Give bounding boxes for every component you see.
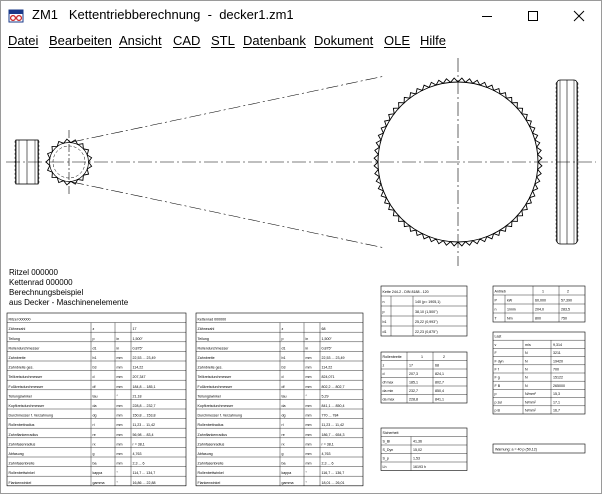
table-kettenrad-row-value: 770 ... 784: [321, 413, 339, 418]
table-ritzel-row-symbol: da: [92, 404, 97, 408]
note-beispiel: Berechnungsbeispiel: [9, 288, 84, 297]
table-ritzel-row-symbol: b1: [92, 356, 97, 360]
table-last-row-label: F g: [494, 375, 500, 380]
table-antrieb-col1: 1: [542, 289, 544, 294]
table-rollenbreite-row-label: df max: [382, 380, 394, 385]
table-kettenrad-row-value: 68: [321, 327, 326, 332]
table-ritzel-row-unit: mm: [116, 404, 123, 408]
table-kette-row-label: b1: [382, 320, 387, 324]
table-kettenrad-row-value: 186,7 ... 654,3: [321, 432, 345, 437]
table-rollenbreite-row-label: da min: [382, 389, 394, 393]
table-last-row-label: F B: [494, 383, 501, 388]
table-sicherheit-row-value: 41,36: [413, 439, 422, 444]
table-kettenrad-row-label: Teilungswinkel: [197, 394, 221, 399]
table-antrieb-row-v1: 800: [535, 316, 541, 321]
table-kettenrad-row-value: 4,763: [321, 452, 331, 456]
table-kettenrad-row-label: Rollenbettwinkel: [197, 471, 224, 476]
table-kettenrad-row-label: Zahnfasenradius: [197, 442, 225, 447]
table-kettenrad-row-label: Teilung: [197, 336, 209, 341]
warning-text: Warnung: a = 40 p (50,12): [495, 447, 537, 452]
table-last-row-value: 17,1: [553, 400, 560, 405]
table-antrieb-row-v2: 283,5: [561, 307, 570, 312]
table-last-row-value: 700: [553, 367, 559, 372]
table-kettenrad-row-unit: mm: [305, 365, 312, 370]
table-ritzel-row-unit: mm: [116, 365, 123, 370]
table-ritzel-row-unit: mm: [116, 413, 123, 418]
table-kettenrad-row-value: 841,1 ... 850,4: [321, 404, 345, 408]
table-ritzel-row-label: Durchmesser f. Verzahnung: [8, 413, 54, 418]
table-sicherheit-row-label: Lh: [382, 465, 387, 469]
table-last-row-unit: N/mm²: [525, 400, 536, 405]
note-quelle: aus Decker - Maschinenelemente: [9, 298, 129, 307]
table-sicherheit-row-value: 16193 h: [413, 465, 426, 469]
table-ritzel-row-label: Zahnbreite: [8, 356, 26, 360]
table-last-row-label: F f: [494, 367, 499, 372]
table-last-row-label: F dyn: [494, 359, 504, 364]
table-ritzel-row-symbol: d1: [92, 346, 97, 351]
table-ritzel-row-symbol: dg: [92, 413, 97, 418]
table-rollenbreite-row-v1: 232,7: [409, 389, 418, 393]
table-kettenrad-row-symbol: kappa: [281, 471, 292, 476]
minimize-icon: [481, 10, 493, 22]
table-last-row-unit: N: [525, 375, 528, 380]
table-last-row-value: 15,3: [553, 392, 560, 397]
table-kettenrad-row-label: Durchmesser f. Verzahnung: [197, 413, 243, 418]
table-kettenrad-row-symbol: df: [281, 384, 285, 389]
table-ritzel-header: Ritzel 000000: [8, 317, 31, 322]
table-last-row-value: 15122: [553, 375, 563, 380]
table-ritzel-row-label: Abfasung: [8, 452, 24, 456]
table-kette-row-value: 38,10 (1,500"): [415, 310, 438, 314]
table-last-row-unit: N/mm²: [525, 408, 536, 413]
table-kettenrad-row-unit: mm: [305, 404, 312, 408]
table-ritzel-row-symbol: re: [92, 432, 96, 437]
table-kettenrad-row-label: Abfasung: [197, 452, 213, 456]
table-rollenbreite-row-label: da max: [382, 397, 395, 402]
table-kettenrad-row-symbol: rx: [281, 442, 285, 447]
table-ritzel-row-value: 2,3 ... 6: [132, 461, 145, 466]
table-kettenrad-row-unit: in: [305, 336, 309, 341]
table-ritzel-row-label: Zahnflankenradius: [8, 432, 39, 437]
table-ritzel-row-unit: mm: [116, 423, 123, 428]
table-ritzel-row-label: Teilung: [8, 336, 20, 341]
table-ritzel-row-symbol: tau: [92, 394, 98, 399]
table-ritzel-row-value: 21,18: [132, 394, 142, 399]
table-ritzel-row-value: 184,8 ... 185,1: [132, 384, 156, 389]
table-kettenrad-row-unit: °: [305, 480, 307, 485]
table-ritzel-row-label: Fußkreisdurchmesser: [8, 384, 44, 389]
table-ritzel-row-unit: °: [116, 394, 118, 399]
table-kettenrad-row-value: 11,23 ... 11,42: [321, 423, 344, 428]
table-last-row-value: 3211: [553, 351, 561, 356]
table-kettenrad-row-symbol: g: [281, 452, 284, 456]
table-ritzel-row-value: 22,53 ... 23,49: [132, 356, 156, 360]
table-kettenrad-row-value: 802,2 ... 802,7: [321, 384, 345, 389]
table-kettenrad-row-label: Zahnbreite ges.: [197, 365, 223, 370]
table-ritzel-row-symbol: b3: [92, 365, 97, 370]
table-ritzel-row-value: 11,23 ... 11,42: [132, 423, 155, 428]
table-ritzel-row-value: 114,22: [132, 365, 144, 370]
table-kettenrad-row-unit: mm: [305, 442, 312, 447]
table-kettenrad-row-value: 1,500": [321, 336, 332, 341]
table-rollenbreite-row-v1: 228,8: [409, 397, 418, 402]
table-ritzel-row-unit: mm: [116, 356, 123, 360]
table-kettenrad-row-value: 824,071: [321, 375, 335, 380]
table-rollenbreite-row-label: z: [382, 363, 385, 368]
table-ritzel-row-symbol: p: [92, 336, 95, 341]
table-kettenrad-row-label: Zahnfasenbreite: [197, 461, 224, 466]
table-last-row-label: p B: [494, 408, 500, 413]
table-last-header: Last: [494, 334, 502, 339]
table-antrieb-row-v1: 60,000: [535, 298, 546, 303]
table-kette-row-label: p: [382, 310, 385, 314]
table-ritzel-row-value: 56,98 ... 83,4: [132, 432, 154, 437]
table-rollenbreite-row-v2: 802,7: [435, 380, 444, 385]
table-kettenrad-row-unit: mm: [305, 423, 312, 428]
table-kettenrad-row-label: Rollenbettradius: [197, 423, 224, 428]
table-kettenrad-row-unit: mm: [305, 413, 312, 418]
table-kettenrad-row-symbol: z: [281, 327, 284, 332]
table-sicherheit-row-value: 15,02: [413, 448, 422, 452]
table-last-row-label: F: [494, 351, 497, 356]
table-kettenrad-row-value: r = 38,1: [321, 442, 334, 447]
table-antrieb-col2: 2: [567, 289, 569, 294]
table-kette-row-label: d1: [382, 330, 387, 334]
table-ritzel-row-symbol: df: [92, 384, 96, 389]
table-antrieb-header: Antrieb: [494, 289, 506, 294]
table-last-row-unit: N: [525, 359, 528, 364]
table-rollenbreite-row-v1: 185,1: [409, 380, 418, 385]
table-kette-header: Kette 244-2 - DIN 8188 - 120: [382, 290, 429, 294]
table-kettenrad-row-label: Rollendurchmesser: [197, 346, 229, 351]
table-kettenrad-row-unit: mm: [305, 461, 312, 466]
maximize-button[interactable]: [510, 0, 556, 32]
table-kettenrad-row-symbol: gamma: [281, 480, 294, 485]
table-ritzel-row-value: 114,7 ... 134,7: [132, 471, 156, 476]
table-kettenrad-row-symbol: d: [281, 375, 284, 380]
table-ritzel-row-label: Rollenbettwinkel: [8, 471, 35, 476]
table-ritzel-row-symbol: g: [92, 452, 95, 456]
table-antrieb-row-v2: 57,390: [561, 298, 572, 303]
table-rollenbreite-row-v2: 824,1: [435, 372, 444, 376]
table-sicherheit-row-label: S_Dyn: [382, 448, 394, 452]
table-sicherheit-header: Sicherheit: [382, 431, 399, 435]
menu-ansicht[interactable]: Ansicht: [119, 33, 162, 48]
table-kettenrad-row-unit: °: [305, 471, 307, 476]
table-ritzel-row-value: 16,86 ... 22,88: [132, 480, 156, 485]
table-sicherheit-row-value: 1,53: [413, 456, 420, 461]
table-ritzel-row-value: r = 38,1: [132, 442, 145, 447]
table-ritzel-row-label: Teilkreisdurchmesser: [8, 375, 43, 380]
table-rollenbreite-row-v2: 68: [435, 363, 439, 368]
table-antrieb-row-v2: 750: [561, 316, 567, 321]
table-rollenbreite-row-v2: 850,4: [435, 389, 444, 393]
table-ritzel-row-symbol: ba: [92, 461, 97, 466]
table-rollenbreite-col2: 2: [443, 355, 445, 359]
close-button[interactable]: [556, 0, 602, 32]
table-kettenrad-row-symbol: ba: [281, 461, 286, 466]
table-kettenrad-row-value: 22,53 ... 23,49: [321, 356, 345, 360]
table-ritzel-row-unit: mm: [116, 442, 123, 447]
table-last-row-value: 16,7: [553, 408, 560, 413]
table-kettenrad-row-label: Zahnflankenradius: [197, 432, 228, 437]
table-ritzel-row-value: 1,500": [132, 336, 143, 341]
table-ritzel-row-label: Teilungswinkel: [8, 394, 32, 399]
table-kettenrad-row-value: 5,29: [321, 394, 329, 399]
table-ritzel-row-unit: mm: [116, 375, 123, 380]
table-ritzel-row-label: Rollenbettradius: [8, 423, 35, 428]
table-kettenrad-row-unit: in: [305, 346, 309, 351]
window-title: [32, 7, 294, 22]
table-rollenbreite-row-label: d: [382, 372, 385, 376]
menu-ole[interactable]: OLE: [384, 33, 411, 48]
title-bar: [0, 0, 602, 32]
table-ritzel-row-unit: mm: [116, 452, 123, 456]
table-antrieb-row-unit: 1/min: [507, 307, 516, 312]
table-last-row-label: p zul: [494, 400, 503, 405]
app-name: ZM1: [32, 7, 58, 22]
table-last-row-label: v: [494, 342, 497, 347]
table-rollenbreite-row-v1: 207,3: [409, 372, 418, 376]
table-kettenrad-row-value: 0,875": [321, 346, 332, 351]
table-ritzel-row-symbol: d: [92, 375, 95, 380]
table-ritzel-row-label: Flankenwinkel: [8, 480, 32, 485]
table-kettenrad-row-symbol: da: [281, 404, 286, 408]
table-antrieb-row-label: T: [494, 316, 497, 321]
table-antrieb-row-v1: 204,0: [535, 307, 544, 312]
table-ritzel-row-value: 150,8 ... 153,8: [132, 413, 156, 418]
table-last-row-unit: m/s: [525, 342, 531, 347]
document-name: decker1.zm1: [219, 7, 294, 22]
table-ritzel-row-unit: in: [116, 346, 120, 351]
table-last-row-value: 19420: [553, 359, 563, 364]
app-icon: [8, 8, 24, 24]
table-last-row-label: p: [494, 392, 497, 397]
table-last-row-unit: N: [525, 351, 528, 356]
menu-dokument[interactable]: Dokument: [314, 33, 374, 48]
close-icon: [573, 10, 585, 22]
table-kettenrad-row-value: 18,01 ... 26,01: [321, 480, 345, 485]
table-kettenrad-row-label: Zahnbreite: [197, 356, 215, 360]
table-antrieb-row-unit: Nm: [507, 316, 513, 321]
table-ritzel-row-label: Kopfkreisdurchmesser: [8, 404, 45, 408]
table-kettenrad-row-symbol: dg: [281, 413, 286, 418]
table-ritzel-row-symbol: z: [92, 327, 95, 332]
menu-cad[interactable]: CAD: [173, 33, 201, 48]
menu-bar: [0, 32, 602, 52]
table-kette-row-value: 140 (p= 1905,1): [415, 300, 441, 304]
table-ritzel-row-symbol: gamma: [92, 480, 105, 485]
table-ritzel-row-symbol: rx: [92, 442, 96, 447]
table-ritzel-row-unit: °: [116, 471, 118, 476]
table-last-row-value: 9,314: [553, 342, 562, 347]
table-kettenrad-row-label: Kopfkreisdurchmesser: [197, 404, 234, 408]
table-ritzel-row-unit: mm: [116, 461, 123, 466]
table-ritzel-row-symbol: kappa: [92, 471, 103, 476]
table-rollenbreite-row-v1: 17: [409, 363, 413, 368]
table-ritzel-row-unit: °: [116, 480, 118, 485]
table-kettenrad-row-symbol: p: [281, 336, 284, 341]
table-kettenrad-row-symbol: re: [281, 432, 285, 437]
table-antrieb-row-label: P: [494, 298, 497, 303]
table-ritzel-row-unit: in: [116, 336, 120, 341]
menu-datei[interactable]: Datei: [8, 33, 39, 48]
table-rollenbreite-header: Rollenbreite: [382, 355, 402, 359]
table-ritzel-row-label: Zähnezahl: [8, 327, 26, 332]
table-kettenrad-row-label: Flankenwinkel: [197, 480, 221, 485]
table-ritzel-row-value: 228,8 ... 232,7: [132, 404, 156, 408]
table-kettenrad-row-unit: mm: [305, 384, 312, 389]
table-ritzel-row-value: 4,763: [132, 452, 142, 456]
table-ritzel-row-value: 207,347: [132, 375, 146, 380]
table-ritzel-row-label: Zahnfasenbreite: [8, 461, 35, 466]
table-rollenbreite-row-v2: 841,1: [435, 397, 444, 402]
table-kettenrad-row-unit: mm: [305, 356, 312, 360]
table-kettenrad-row-symbol: tau: [281, 394, 287, 399]
table-sicherheit-row-label: S_p: [382, 456, 389, 461]
table-ritzel-row-label: Rollendurchmesser: [8, 346, 40, 351]
table-kettenrad-row-label: Zähnezahl: [197, 327, 215, 332]
table-rollenbreite-col1: 1: [421, 355, 423, 359]
table-last-row-unit: N/mm²: [525, 392, 536, 397]
note-kettenrad: Kettenrad 000000: [9, 278, 73, 287]
table-kettenrad-row-symbol: d1: [281, 346, 286, 351]
table-ritzel-row-unit: mm: [116, 384, 123, 389]
table-ritzel-row-value: 17: [132, 327, 137, 332]
table-kette-row-value: 22,23 (0,875"): [415, 330, 438, 334]
table-ritzel-row-symbol: ri: [92, 423, 95, 428]
table-ritzel-row-label: Zahnfasenradius: [8, 442, 36, 447]
table-sicherheit-row-label: S_Bl: [382, 439, 391, 444]
table-ritzel-row-label: Zahnbreite ges.: [8, 365, 34, 370]
table-kettenrad-header: Kettenrad 000000: [197, 317, 227, 322]
table-kettenrad-row-value: 116,7 ... 136,7: [321, 471, 345, 476]
table-ritzel-row-unit: mm: [116, 432, 123, 437]
table-kettenrad-row-label: Fußkreisdurchmesser: [197, 384, 233, 389]
table-antrieb-row-unit: kW: [507, 298, 513, 303]
table-kettenrad-row-unit: mm: [305, 452, 312, 456]
table-kettenrad-row-value: 2,3 ... 6: [321, 461, 334, 466]
data-tables: [0, 52, 602, 494]
table-kettenrad-row-unit: mm: [305, 432, 312, 437]
menu-hilfe[interactable]: Hilfe: [420, 33, 447, 48]
table-kettenrad-row-symbol: b3: [281, 365, 286, 370]
table-ritzel-row-value: 0,875": [132, 346, 143, 351]
table-antrieb-row-label: n: [494, 307, 497, 312]
table-kette-row-label: n: [382, 300, 385, 304]
menu-datenbank[interactable]: Datenbank: [243, 33, 306, 48]
maximize-icon: [527, 10, 539, 22]
table-kettenrad-row-symbol: b1: [281, 356, 286, 360]
menu-stl[interactable]: STL: [211, 33, 235, 48]
program-title: Kettentriebberechnung: [68, 7, 201, 22]
drawing-canvas[interactable]: [0, 52, 602, 494]
table-last-row-unit: N: [525, 367, 528, 372]
minimize-button[interactable]: [464, 0, 510, 32]
table-kette-row-value: 25,22 (0,993"): [415, 320, 438, 324]
note-ritzel: Ritzel 000000: [9, 268, 58, 277]
table-last-row-unit: N: [525, 383, 528, 388]
table-last-row-value: 265000: [553, 383, 565, 388]
menu-bearbeiten[interactable]: Bearbeiten: [49, 33, 112, 48]
table-kettenrad-row-unit: °: [305, 394, 307, 399]
table-kettenrad-row-unit: mm: [305, 375, 312, 380]
table-kettenrad-row-value: 114,22: [321, 365, 333, 370]
table-kettenrad-row-symbol: ri: [281, 423, 284, 428]
title-separator: -: [207, 7, 212, 22]
table-kettenrad-row-label: Teilkreisdurchmesser: [197, 375, 232, 380]
